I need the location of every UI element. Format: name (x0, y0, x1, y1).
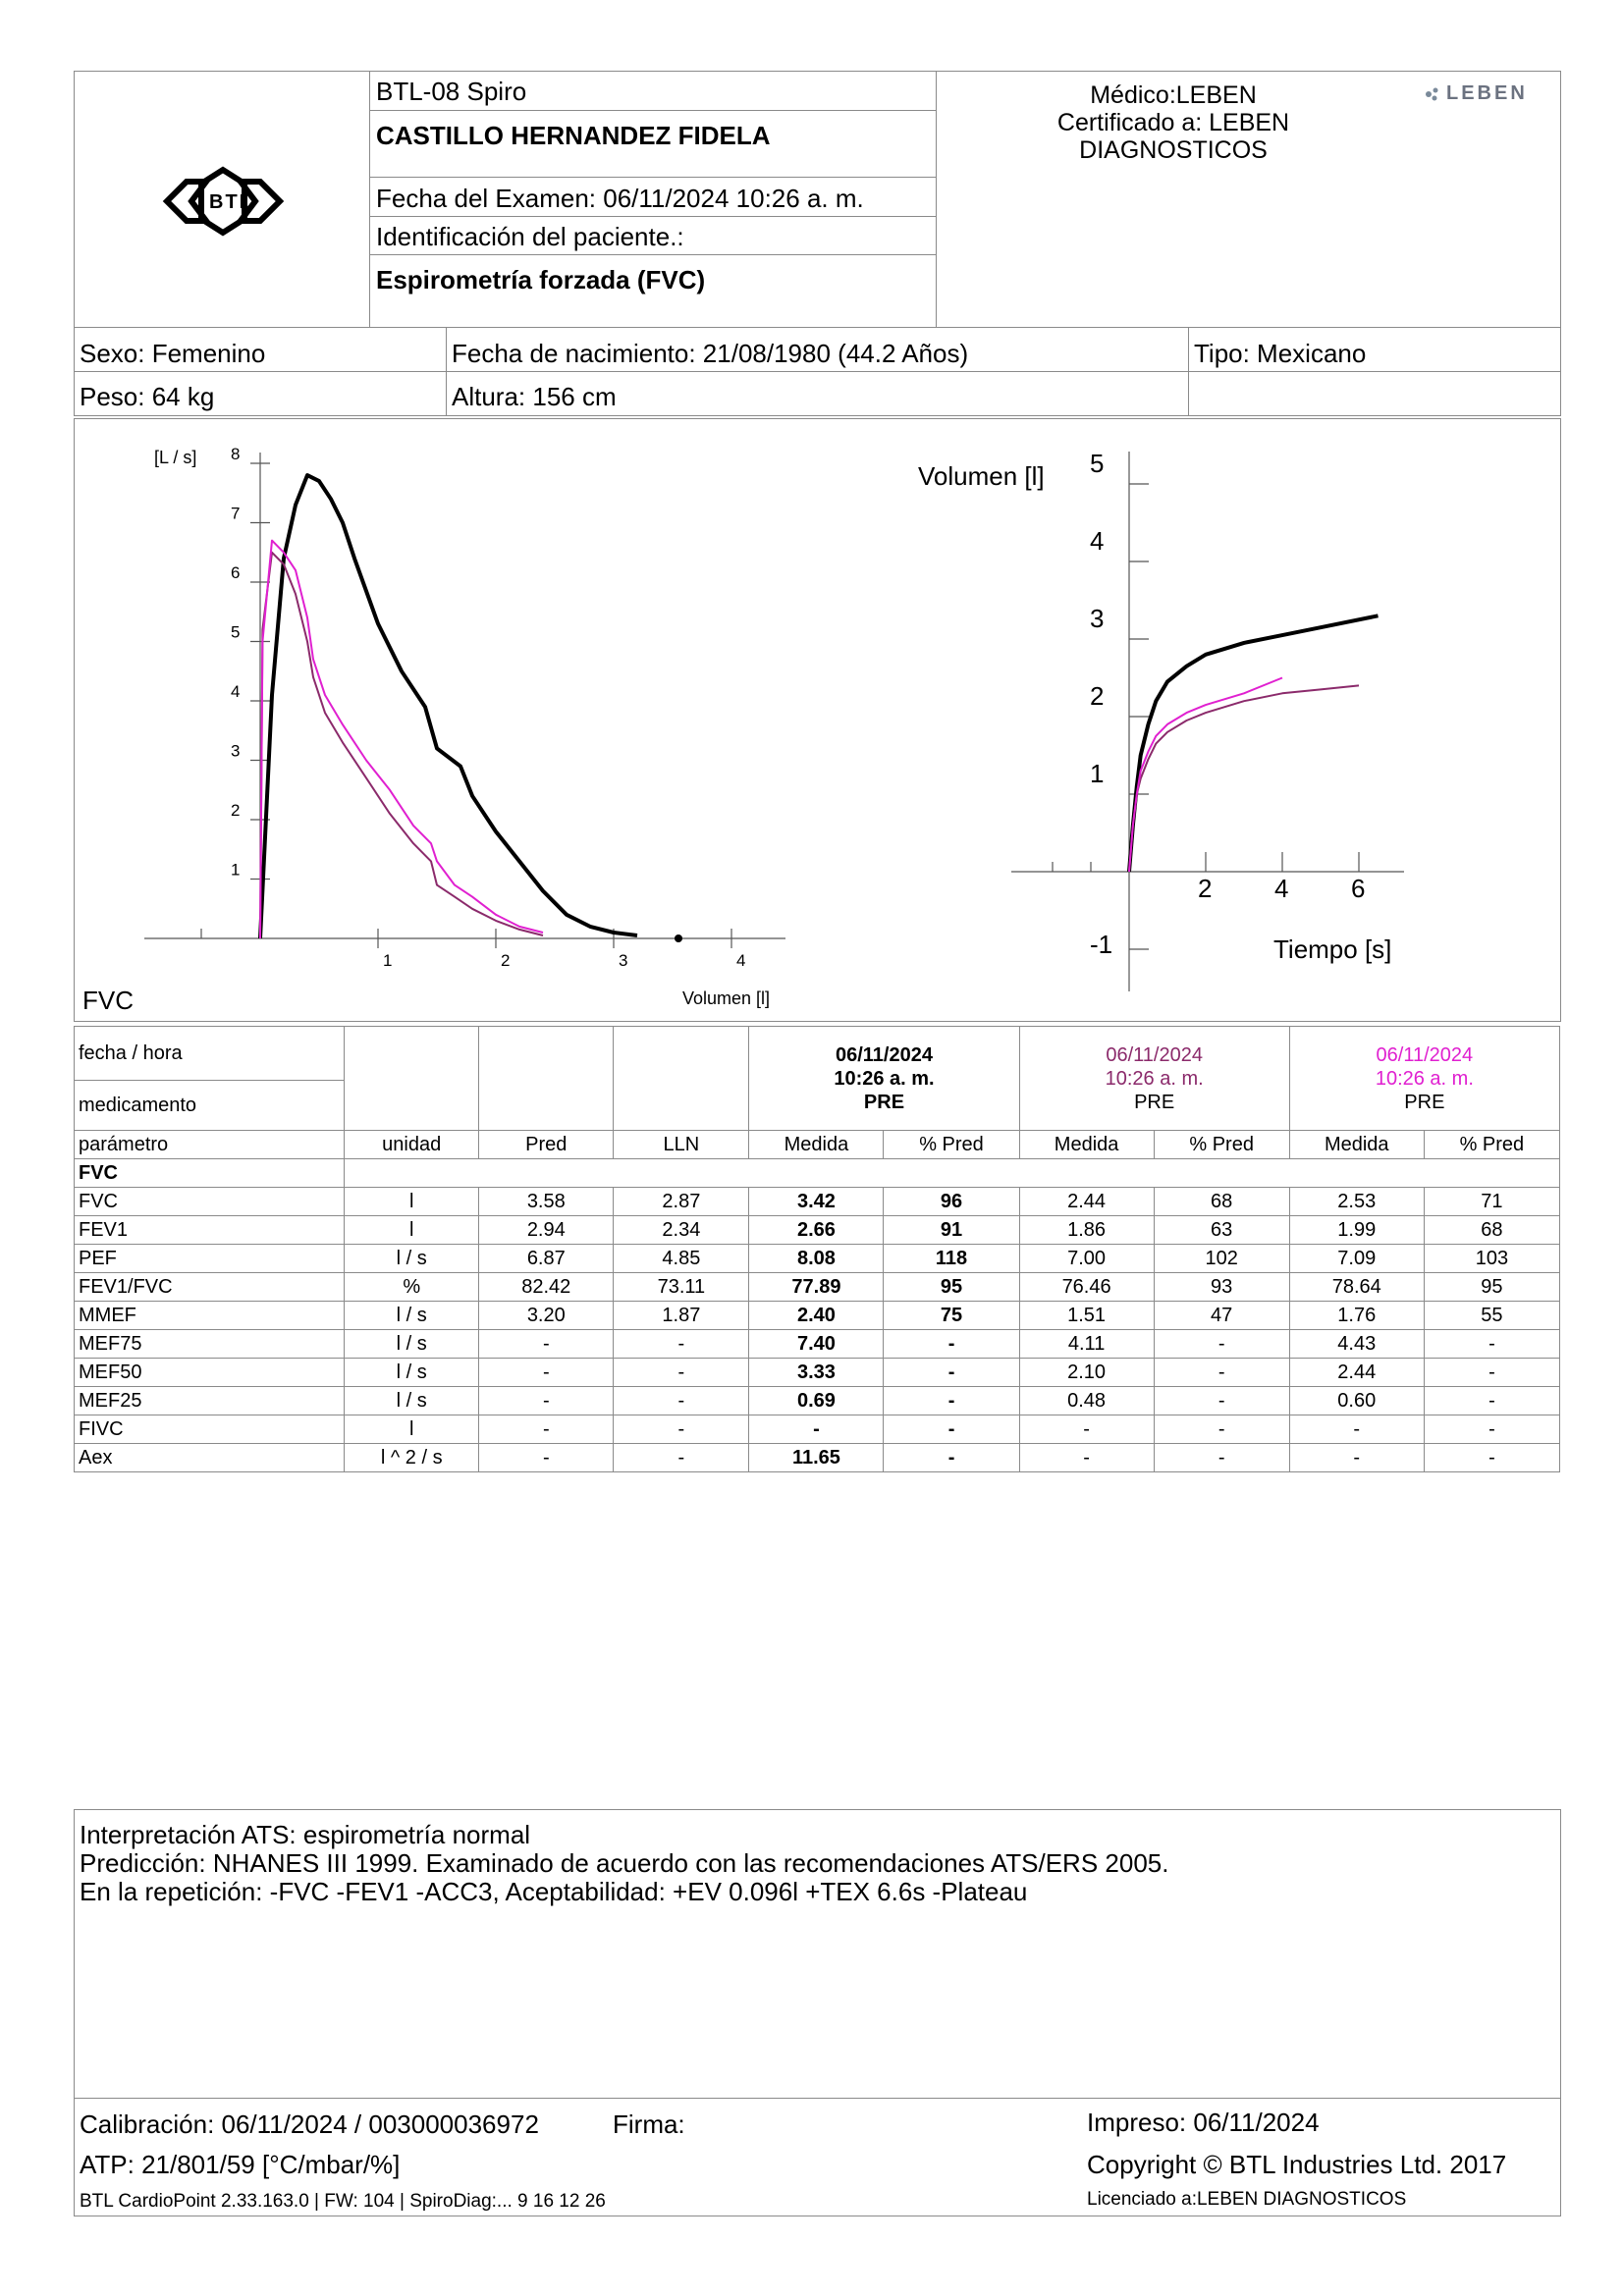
table-cell: - (1424, 1359, 1559, 1387)
table-cell: 7.00 (1019, 1245, 1154, 1273)
table-cell: 73.11 (614, 1273, 749, 1302)
results-table (74, 1026, 1560, 1472)
table-cell: - (884, 1330, 1019, 1359)
vt-y-tick-label: -1 (1090, 930, 1113, 959)
table-cell: - (479, 1359, 614, 1387)
flow-y-tick-label: 6 (231, 563, 241, 582)
label-med: medicamento (75, 1081, 345, 1131)
patient-weight: Peso: 64 kg (80, 382, 215, 411)
table-cell: 68 (1424, 1216, 1559, 1245)
table-cell: FEV1 (75, 1216, 345, 1245)
table-cell: Aex (75, 1444, 345, 1472)
table-row (75, 1302, 1560, 1330)
printed-date: Impreso: 06/11/2024 (1087, 2108, 1320, 2137)
table-cell: 78.64 (1289, 1273, 1424, 1302)
table-cell: 4.11 (1019, 1330, 1154, 1359)
exam-date: Fecha del Examen: 06/11/2024 10:26 a. m. (376, 184, 864, 213)
copyright: Copyright © BTL Industries Ltd. 2017 (1087, 2150, 1507, 2179)
table-cell: 2.87 (614, 1188, 749, 1216)
licensed: Licenciado a:LEBEN DIAGNOSTICOS (1087, 2189, 1407, 2210)
table-cell: 8.08 (749, 1245, 884, 1273)
patient-type: Tipo: Mexicano (1194, 339, 1367, 368)
interpretation-line1: Interpretación ATS: espirometría normal (80, 1820, 531, 1849)
flow-y-tick-label: 4 (231, 682, 241, 701)
table-cell: 1.51 (1019, 1302, 1154, 1330)
btl-logo-icon (147, 162, 299, 240)
flow-volume-chart (74, 418, 820, 1020)
table-cell: MEF75 (75, 1330, 345, 1359)
calibration: Calibración: 06/11/2024 / 003000036972 (80, 2109, 539, 2139)
leben-logo (1421, 82, 1548, 110)
table-cell: 1.76 (1289, 1302, 1424, 1330)
table-cell: 95 (884, 1273, 1019, 1302)
vt-x-tick-label: 2 (1198, 874, 1213, 903)
interpretation-line3: En la repetición: -FVC -FEV1 -ACC3, Aceptabilidad: +EV 0.096l +TEX 6.6s -Plateau (80, 1877, 1028, 1906)
table-cell: 63 (1154, 1216, 1289, 1245)
table-cell: - (1424, 1444, 1559, 1472)
table-cell: - (1289, 1415, 1424, 1444)
vt-ylabel: Volumen [l] (918, 461, 1045, 491)
table-cell: - (614, 1415, 749, 1444)
table-cell: FEV1/FVC (75, 1273, 345, 1302)
table-cell: l (345, 1188, 479, 1216)
column-header: unidad (345, 1131, 479, 1159)
table-cell: 3.33 (749, 1359, 884, 1387)
flow-x-tick-label: 1 (383, 951, 393, 970)
table-cell: 2.94 (479, 1216, 614, 1245)
column-header: Medida (1019, 1131, 1154, 1159)
leben-logo-text: LEBEN (1446, 82, 1528, 104)
table-cell: l / s (345, 1302, 479, 1330)
vt-x-tick-label: 4 (1274, 874, 1289, 903)
table-cell: 76.46 (1019, 1273, 1154, 1302)
table-cell: l / s (345, 1245, 479, 1273)
vt-y-tick-label: 3 (1090, 604, 1105, 633)
device-name: BTL-08 Spiro (376, 77, 527, 106)
table-cell: MEF25 (75, 1387, 345, 1415)
table-cell: 1.99 (1289, 1216, 1424, 1245)
table-cell: MEF50 (75, 1359, 345, 1387)
column-header: % Pred (1424, 1131, 1559, 1159)
column-header: % Pred (884, 1131, 1019, 1159)
table-cell: - (1019, 1444, 1154, 1472)
patient-sex: Sexo: Femenino (80, 339, 266, 368)
patient-name: CASTILLO HERNANDEZ FIDELA (376, 121, 771, 150)
flow-x-tick-label: 3 (619, 951, 628, 970)
table-cell: l ^ 2 / s (345, 1444, 479, 1472)
table-cell: 4.85 (614, 1245, 749, 1273)
table-cell: 4.43 (1289, 1330, 1424, 1359)
table-cell: - (479, 1387, 614, 1415)
column-header: Medida (749, 1131, 884, 1159)
table-cell: 103 (1424, 1245, 1559, 1273)
flow-y-tick-label: 8 (231, 445, 241, 463)
table-cell: - (479, 1415, 614, 1444)
flow-x-tick-label: 4 (736, 951, 746, 970)
table-cell: 7.09 (1289, 1245, 1424, 1273)
vt-series-1 (1129, 615, 1379, 872)
table-cell: - (614, 1444, 749, 1472)
patient-height: Altura: 156 cm (452, 382, 617, 411)
doctor: Médico:LEBEN (1090, 81, 1257, 109)
btl-logo-text: BTL (209, 191, 253, 213)
table-row (75, 1387, 1560, 1415)
table-cell: - (1424, 1415, 1559, 1444)
table-row (75, 1245, 1560, 1273)
flow-series-1 (260, 475, 637, 938)
table-cell: - (614, 1359, 749, 1387)
table-cell: l / s (345, 1387, 479, 1415)
table-cell: 71 (1424, 1188, 1559, 1216)
table-cell: - (479, 1330, 614, 1359)
table-cell: 2.34 (614, 1216, 749, 1245)
table-cell: 91 (884, 1216, 1019, 1245)
vt-xlabel: Tiempo [s] (1273, 934, 1392, 964)
table-cell: 3.42 (749, 1188, 884, 1216)
table-cell: 0.69 (749, 1387, 884, 1415)
table-cell: - (479, 1444, 614, 1472)
software-version: BTL CardioPoint 2.33.163.0 | FW: 104 | SpiroDiag:... 9 16 12 26 (80, 2191, 606, 2212)
session-2: 06/11/2024 10:26 a. m. PRE (1019, 1027, 1289, 1131)
session-1: 06/11/2024 10:26 a. m. PRE (749, 1027, 1019, 1131)
volume-time-chart (982, 432, 1453, 1001)
column-header: Pred (479, 1131, 614, 1159)
table-row (75, 1273, 1560, 1302)
table-cell: 1.86 (1019, 1216, 1154, 1245)
table-cell: 95 (1424, 1273, 1559, 1302)
table-cell: 0.48 (1019, 1387, 1154, 1415)
table-cell: - (614, 1387, 749, 1415)
table-cell: 93 (1154, 1273, 1289, 1302)
table-cell: - (1019, 1415, 1154, 1444)
certified-line1: Certificado a: LEBEN (1056, 109, 1290, 136)
table-cell: - (1424, 1330, 1559, 1359)
flow-y-tick-label: 3 (231, 741, 241, 761)
column-header: % Pred (1154, 1131, 1289, 1159)
table-cell: FVC (75, 1188, 345, 1216)
table-cell: l / s (345, 1359, 479, 1387)
table-cell: - (884, 1415, 1019, 1444)
vt-y-tick-label: 5 (1090, 449, 1105, 478)
flow-y-tick-label: 7 (231, 504, 241, 523)
table-cell: 6.87 (479, 1245, 614, 1273)
table-cell: 102 (1154, 1245, 1289, 1273)
table-cell: 2.40 (749, 1302, 884, 1330)
table-cell: 96 (884, 1188, 1019, 1216)
table-cell: FIVC (75, 1415, 345, 1444)
flow-ylabel: [L / s] (154, 448, 197, 467)
table-cell: 2.53 (1289, 1188, 1424, 1216)
table-row (75, 1444, 1560, 1472)
table-cell: - (1154, 1387, 1289, 1415)
table-cell: - (1154, 1444, 1289, 1472)
patient-birth: Fecha de nacimiento: 21/08/1980 (44.2 Años) (452, 339, 969, 368)
table-cell: 118 (884, 1245, 1019, 1273)
table-cell: 3.58 (479, 1188, 614, 1216)
column-header-row (75, 1131, 1560, 1159)
session-3: 06/11/2024 10:26 a. m. PRE (1289, 1027, 1559, 1131)
interpretation-line2: Predicción: NHANES III 1999. Examinado de acuerdo con las recomendaciones ATS/ERS 2005. (80, 1848, 1169, 1878)
vt-y-tick-label: 2 (1090, 681, 1105, 711)
patient-id: Identificación del paciente.: (376, 222, 684, 251)
table-cell: 2.44 (1019, 1188, 1154, 1216)
vt-x-tick-label: 6 (1351, 874, 1366, 903)
flow-end-marker (675, 934, 682, 942)
table-cell: MMEF (75, 1302, 345, 1330)
table-row (75, 1188, 1560, 1216)
table-cell: 47 (1154, 1302, 1289, 1330)
vt-series-2 (1129, 685, 1359, 872)
test-type: Espirometría forzada (FVC) (376, 265, 706, 294)
label-date: fecha / hora (75, 1027, 345, 1081)
table-cell: 2.66 (749, 1216, 884, 1245)
flow-y-tick-label: 5 (231, 622, 241, 642)
flow-xlabel: Volumen [l] (682, 988, 771, 1008)
column-header: parámetro (75, 1131, 345, 1159)
table-row (75, 1359, 1560, 1387)
section-row: FVC (75, 1159, 1560, 1188)
table-cell: 7.40 (749, 1330, 884, 1359)
table-cell: 3.20 (479, 1302, 614, 1330)
column-header: LLN (614, 1131, 749, 1159)
table-cell: l (345, 1216, 479, 1245)
table-cell: 82.42 (479, 1273, 614, 1302)
table-cell: l (345, 1415, 479, 1444)
table-cell: 11.65 (749, 1444, 884, 1472)
table-cell: - (1424, 1387, 1559, 1415)
table-cell: % (345, 1273, 479, 1302)
vt-y-tick-label: 4 (1090, 526, 1105, 556)
table-cell: 55 (1424, 1302, 1559, 1330)
flow-x-tick-label: 2 (501, 951, 511, 970)
table-cell: 77.89 (749, 1273, 884, 1302)
table-cell: 0.60 (1289, 1387, 1424, 1415)
vt-y-tick-label: 1 (1090, 759, 1105, 788)
column-header: Medida (1289, 1131, 1424, 1159)
flow-y-tick-label: 2 (231, 801, 241, 820)
table-cell: - (884, 1387, 1019, 1415)
table-cell: - (749, 1415, 884, 1444)
flow-title: FVC (82, 986, 134, 1015)
table-cell: - (884, 1444, 1019, 1472)
table-cell: l / s (345, 1330, 479, 1359)
table-cell: 68 (1154, 1188, 1289, 1216)
table-row (75, 1216, 1560, 1245)
table-row (75, 1330, 1560, 1359)
atp: ATP: 21/801/59 [°C/mbar/%] (80, 2150, 401, 2179)
table-cell: 2.44 (1289, 1359, 1424, 1387)
certified-line2: DIAGNOSTICOS (1079, 136, 1268, 164)
signature-label: Firma: (613, 2109, 685, 2139)
table-cell: - (614, 1330, 749, 1359)
table-cell: - (1289, 1444, 1424, 1472)
table-cell: 1.87 (614, 1302, 749, 1330)
table-cell: 2.10 (1019, 1359, 1154, 1387)
flow-y-tick-label: 1 (231, 860, 241, 880)
table-cell: - (1154, 1359, 1289, 1387)
table-cell: 75 (884, 1302, 1019, 1330)
table-row (75, 1415, 1560, 1444)
table-cell: - (1154, 1330, 1289, 1359)
flow-series-3 (260, 541, 543, 938)
flow-series-2 (260, 553, 543, 938)
table-cell: - (884, 1359, 1019, 1387)
table-cell: - (1154, 1415, 1289, 1444)
table-cell: PEF (75, 1245, 345, 1273)
